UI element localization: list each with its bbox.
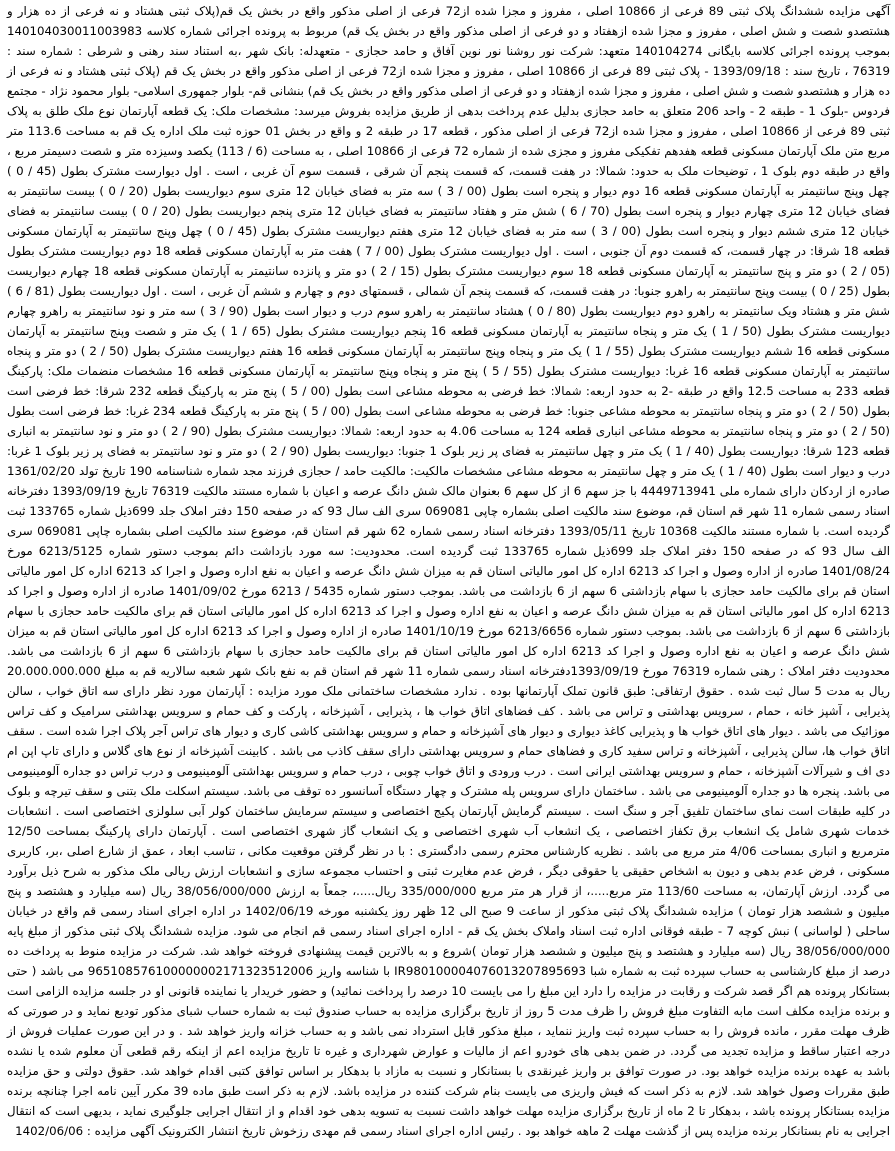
notice-text: آگهی مزایده ششدانگ پلاک ثبتی 89 فرعی از 10866 اصلی ، مفروز و مجزا شده از72 فرعی از اصلی مذکور واقع در بخش یک قم(پلاک ثبتی هشتاد و نه فرعی از ده هزار و هشتصدو شصت و شش اصلی ، مفروز و مجزا شده ازهفتاد و دو فرعی از اصلی مذکور واقع در بخش یک قم) مربوط به پرونده اجرائی شماره کلاسه 140104030011003983 بموجب پرونده اجرائی کلاسه بایگانی 140104274 متعهد: شرکت نور روشنا نور نوین آفاق و حامد حجازی - متعهدله: بانک شهر ،به استناد سند رهنی و شرطی : شماره سند : 76319 ، تاریخ سند : 1393/09/18 - پلاک ثبتی 89 فرعی از 10866 اصلی ، مفروز و مجزا شده از72 فرعی از اصلی مذکور واقع در بخش یک قم (پلاک ثبتی هشتاد و نه فرعی از ده هزار و هشتصدو شصت و شش اصلی ، مفروز و مجزا شده ازهفتاد و دو فرعی از اصلی مذکور واقع در بخش یک قم) بنشانی قم- بلوار جمهوری اسلامی- بلوار محمود نژاد - مجتمع فردوس -بلوک 1 - طبقه 2 - واحد 206 متعلق به حامد حجازی بدلیل عدم پرداخت بدهی از طریق مزایده بفروش میرسد: مشخصات ملک: یک قطعه آپارتمان نوع ملک طلق به پلاک ثبتی 89 فرعی از 10866 اصلی ، مفروز و مجزا شده از72 فرعی از اصلی مذکور ، قطعه 17 در طبقه 2 و واقع در بخش 01 حوزه ثبت ملک اداره یک قم به مساحت 113.6 متر مربع متن ملک آپارتمان مسکونی قطعه هفدهم تفکیکی مفروز و مجزی شده از شماره 72 فرعی از 10866 اصلی ، به مساحت (6 / 113) یکصد وسیزده متر و شصت دسیمتر مربع ، واقع در طبقه دوم بلوک 1 ، توضیحات ملک به حدود: شمالا: در هفت قسمت، که قسمت پنجم آن شرقی ، قسمت سوم آن غربی ، است . اول دیوارست مشترک بطول (45 / 0 ) چهل وپنج سانتیمتر به آپارتمان مسکونی قطعه 16 دوم دیوار و پنجره است بطول (00 / 3 ) سه متر به فضای خیابان 12 متری سوم دیواریست بطول (20 / 0 ) بیست سانتیمتر به فضای خیابان 12 متری چهارم دیوار و پنجره است بطول (70 / 6 ) شش متر و هفتاد سانتیمتر به فضای خیابان 12 متری پنجم دیواریست بطول (20 / 0 ) بیست سانتیمتر به فضای خیابان 12 متری ششم دیوار و پنجره است بطول (00 / 3 ) سه متر به فضای خیابان 12 متری هفتم دیواریست مشترک بطول (45 / 0 ) چهل وپنج سانتیمتر به آپارتمان مسکونی قطعه 18 شرقا: در چهار قسمت، که قسمت دوم آن جنوبی ، است . اول دیواریست مشترک بطول (00 / 7 ) هفت متر به آپارتمان مسکونی قطعه 18 دوم دیواریست مشترک بطول (05 / 2 ) دو متر و پنج سانتیمتر به آپارتمان مسکونی قطعه 18 سوم دیواریست مشترک بطول (15 / 2 ) دو متر و پانزده سانتیمتر به آپارتمان مسکونی قطعه 18 چهارم دیواریست بطول (25 / 0 ) بیست وپنج سانتیمتر به راهرو جنوبا: در هفت قسمت، که قسمت پنجم آن شمالی ، قسمتهای دوم و چهارم و ششم آن غربی ، است . اول دیواریست بطول (81 / 6 ) شش متر و هشتاد ویک سانتیمتر به راهرو دوم دیواریست بطول (80 / 0 ) هشتاد سانتیمتر به راهرو سوم درب و دیوار است بطول (90 / 3 ) سه متر و نود سانتیمتر به راهرو چهارم دیواریست مشترک بطول (50 / 1 ) یک متر و پنجاه سانتیمتر به آپارتمان مسکونی قطعه 16 پنجم دیواریست مشترک بطول (65 / 1 ) یک متر و شصت وپنج سانتیمتر به آپارتمان مسکونی قطعه 16 ششم دیواریست مشترک بطول (55 / 1 ) یک متر و پنجاه وپنج سانتیمتر به آپارتمان مسکونی قطعه 16 هفتم دیواریست مشترک بطول (50 / 2 ) دو متر و پنجاه سانتیمتر به آپارتمان مسکونی قطعه 16 غربا: دیواریست مشترک بطول (55 / 5 ) پنج متر و پنجاه وپنج سانتیمتر به آپارتمان مسکونی قطعه 16 مشخصات منضمات ملک: پارکینگ قطعه 233 به مساحت 12.5 واقع در طبقه -2 به حدود اربعه: شمالا: خط فرضی به محوطه مشاعی است بطول (00 / 5 ) پنج متر به پارکینگ قطعه 232 شرقا: خط فرضی است بطول (50 / 2 ) دو متر و پنجاه سانتیمتر به محوطه مشاعی جنوبا: خط فرضی به محوطه مشاعی است بطول (00 / 5 ) پنج متر به پارکینگ قطعه 234 غربا: خط فرضی است بطول (50 / 2 ) دو متر و پنجاه سانتیمتر به محوطه مشاعی انباری قطعه 124 به مساحت 4.06 به حدود اربعه: شمالا: دیواریست مشترک بطول (90 / 2 ) دو متر و نود سانتیمتر به انباری قطعه 123 شرقا: دیواریست بطول (40 / 1 ) یک متر و چهل سانتیمتر به فضای پر زیر بلوک 1 جنوبا: دیواریست بطول (90 / 2 ) دو متر و نود سانتیمتر به فضای پر زیر بلوک 1 غربا: درب و دیوار است بطول (40 / 1 ) یک متر و چهل سانتیمتر به محوطه مشاعی مشخصات مالکیت: مالکیت حامد / حجازی فرزند مجد شماره شناسنامه 190 تاریخ تولد 1361/02/20 صادره از اردکان دارای شماره ملی 4449713941 با جز سهم 6 از کل سهم 6 بعنوان مالک شش دانگ عرصه و اعیان با شماره مستند مالکیت 76319 تاریخ 1393/09/19 دفترخانه اسناد رسمی شماره 11 شهر قم استان قم، موضوع سند مالکیت اصلی بشماره چاپی 069081 سری الف سال 93 که در صفحه 150 دفتر املاک جلد 699ذیل شماره 133765 ثبت گردیده است. با شماره مستند مالکیت 10368 تاریخ 1393/05/11 دفترخانه اسناد رسمی شماره 62 شهر قم استان قم، موضوع سند مالکیت اصلی بشماره چاپی 069081 سری الف سال 93 که در صفحه 150 دفتر املاک جلد 699ذیل شماره 133765 ثبت گردیده است. محدودیت: سه مورد بازداشت دائم بموجب دستور شماره 6213/5125 مورخ 1401/08/24 صادره از اداره وصول و اجرا کد 6213 اداره کل امور مالیاتی استان قم به میزان شش دانگ عرصه و اعیان به نفع اداره وصول و اجرا کد 6213 اداره کل امور مالیاتی استان قم برای مالکیت حامد حجازی با سهام بازداشتی 6 سهم از 6 بازداشت می باشد. بموجب دستور شماره 5435 / 6213 مورخ 1401/09/02 صادره از اداره وصول و اجرا کد 6213 اداره کل امور مالیاتی استان قم به میزان شش دانگ عرصه و اعیان به نفع اداره وصول و اجرا کد 6213 اداره کل امور مالیاتی استان قم برای مالکیت حامد حجازی با سهام بازداشتی 6 سهم از 6 بازداشت می باشد. بموجب دستور شماره 6213/6656 مورخ 1401/10/19 صادره از اداره وصول و اجرا کد 6213 اداره کل امور مالیاتی استان قم به میزان شش دانگ عرصه و اعیان به نفع اداره وصول و اجرا کد 6213 اداره کل امور مالیاتی استان قم برای مالکیت حامد حجازی با سهام بازداشتی 6 سهم از 6 بازداشت می باشد. محدودیت دفتر املاک : رهنی شماره 76319 مورخ 1393/09/19دفترخانه اسناد رسمی شماره 11 شهر قم استان قم به نفع بانک شهر شعبه سالاریه قم به مبلغ 20.000.000.000 ریال به مدت 5 سال ثبت شده . حقوق ارتفاقی: طبق قانون تملک آپارتمانها بوده . ندارد مشخصات ساختمانی ملک مورد مزایده : آپارتمان مورد نظر دارای سه اتاق خواب ، سالن پذیرایی ، آشپز خانه ، حمام ، سرویس بهداشتی و تراس می باشد . کف فضاهای اتاق خواب ها ، پذیرایی ، آشپزخانه ، پارکت و کف حمام و سرویس بهداشتی سرامیک و کف تراس موزائیک می باشد . دیوار های اتاق خواب ها و پذیرایی کاغذ دیواری و دیوار های آشپزخانه و حمام و سرویس بهداشتی کاشی کاری و دیوار های تراس آجر پلاک اجرا شده است . سقف اتاق خواب ها، سالن پذیرایی ، آشپزخانه و تراس سفید کاری و فضاهای حمام و سرویس بهداشتی دارای سقف کاذب می باشد . کابینت آشپزخانه از نوع های گلاس و دارای تاپ اپن ام دی اف و شیرآلات آشپزخانه ، حمام و سرویس بهداشتی ایرانی است . درب ورودی و اتاق خواب چوبی ، درب حمام و سرویس بهداشتی آلومینیومی و درب تراس دو جداره آلومینیومی می باشد. پنجره ها دو جداره آلومینیومی می باشد . ساختمان دارای سرویس پله مشترک و چهار دستگاه آسانسور ده توقف می باشد. سیستم اسکلت ملک بتنی و سقف تیرچه و بلوک در کلیه طبقات است نمای ساختمان تلفیق آجر و سنگ است . سیستم گرمایش آپارتمان پکیج اختصاصی و سیستم سرمایش ساختمان کولر آبی سلولزی اختصاصی است . انشعابات خدمات شهری شامل یک انشعاب برق تکفاز اختصاصی ، یک انشعاب آب شهری اختصاصی و یک انشعاب گاز شهری اختصاصی است . آپارتمان دارای پارکینگ بمساحت 12/50 مترمربع و انباری بمساحت 4/06 متر مربع می باشد . نظریه کارشناس محترم رسمی دادگستری : با در نظر گرفتن موقعیت مکانی ، تناسب ابعاد ، عمق از شارع اصلی ،بر، کاربری مسکونی ، فرض عدم بدهی و دیون به اشخاص حقیقی یا حقوقی دیگر ، فرض عدم مغایرت ثبتی و احتساب مجموعه سازی و انشعابات ارزش ریالی ملک مذکور به شرح ذیل برآورد می گردد. ارزش آپارتمان، به مساحت 113/60 متر مربع.....، از قرار هر متر مربع 335/000/000 ریال.....، جمعاً به ارزش 38/056/000/000 ریال (سه میلیارد و هشتصد و پنج میلیون و ششصد هزار تومان ) مزایده ششدانگ پلاک ثبتی مذکور از ساعت 9 صبح الی 12 ظهر روز یکشنبه مورخه 1402/06/19 در اداره اجرای اسناد رسمی قم واقع در خیابان ساحلی ( لواسانی ) نبش کوچه 7 - طبقه فوقانی اداره ثبت اسناد واملاک بخش یک قم - اداره اجرای اسناد رسمی قم انجام می شود. مزایده ششدانگ پلاک ثبتی مذکور از مبلغ پایه 38/056/000/000 ریال (سه میلیارد و هشتصد و پنج میلیون و ششصد هزار تومان )شروع و به بالاترین قیمت پیشنهادی فروخته خواهد شد. شرکت در مزایده منوط به پرداخت ده درصد از مبلغ کارشناسی به حساب سپرده ثبت به شماره شبا IR980100004076013207895693 با شناسه واریز 965108576100000002171323512006 می باشد ( حتی بستانکار پرونده هم اگر قصد شرکت و رقابت در مزایده را دارد این مبلغ را می بایست 10 درصد را پرداخت نمائید) و حضور خریدار یا نماینده قانونی او در جلسه مزایده الزامی است و برنده مزایده مکلف است مابه التفاوت مبلغ فروش را ظرف مدت 5 روز از تاریخ برگزاری مزایده به حساب صندوق ثبت به شماره حساب شبای مذکور تودیع نماید و در صورتی که ظرف مهلت مقرر ، مانده فروش را به حساب سپرده ثبت واریز ننماید ، مبلغ مذکور قابل استرداد نمی باشد و به حساب خزانه واریز خواهد شد . و در این صورت عملیات فروش از درجه اعتبار ساقط و مزایده تجدید می گردد. در ضمن بدهی های خودرو اعم از مالیات و عوارض شهرداری و غیره تا تاریخ مزایده اعم از اینکه رقم قطعی آن معلوم شده یا نشده باشد به عهده برنده مزایده خواهد بود. در صورت توافق بر واریز غیرنقدی با بستانکار و نسبت به مازاد با بدهکار بر اساس توافق کتبی اقدام خواهد شد. حقوق دولتی و حق مزایده طبق مقررات وصول خواهد شد. لازم به ذکر است که فیش واریزی می بایست بنام شرکت کننده در مزایده باشد. لازم به ذکر است طبق ماده 39 مکرر آیین نامه اجرا چنانچه برنده مزایده بستانکار پرونده باشد ، بدهکار تا 2 ماه از تاریخ برگزاری مزایده مهلت خواهد داشت نسبت به تسویه بدهی خود اقدام و از انتقال اجرایی جلوگیری نماید ، بدیهی است که انتقال اجرایی به نام بستانکار برنده مزایده پس از گذشت مهلت 2 ماهه خواهد بود . رئیس اداره اجرای اسناد رسمی قم مهدی رزخوش تاریخ انتشار الکترونیک آگهی مزایده : 1402/06/06 — [7, 4, 891, 1138]
